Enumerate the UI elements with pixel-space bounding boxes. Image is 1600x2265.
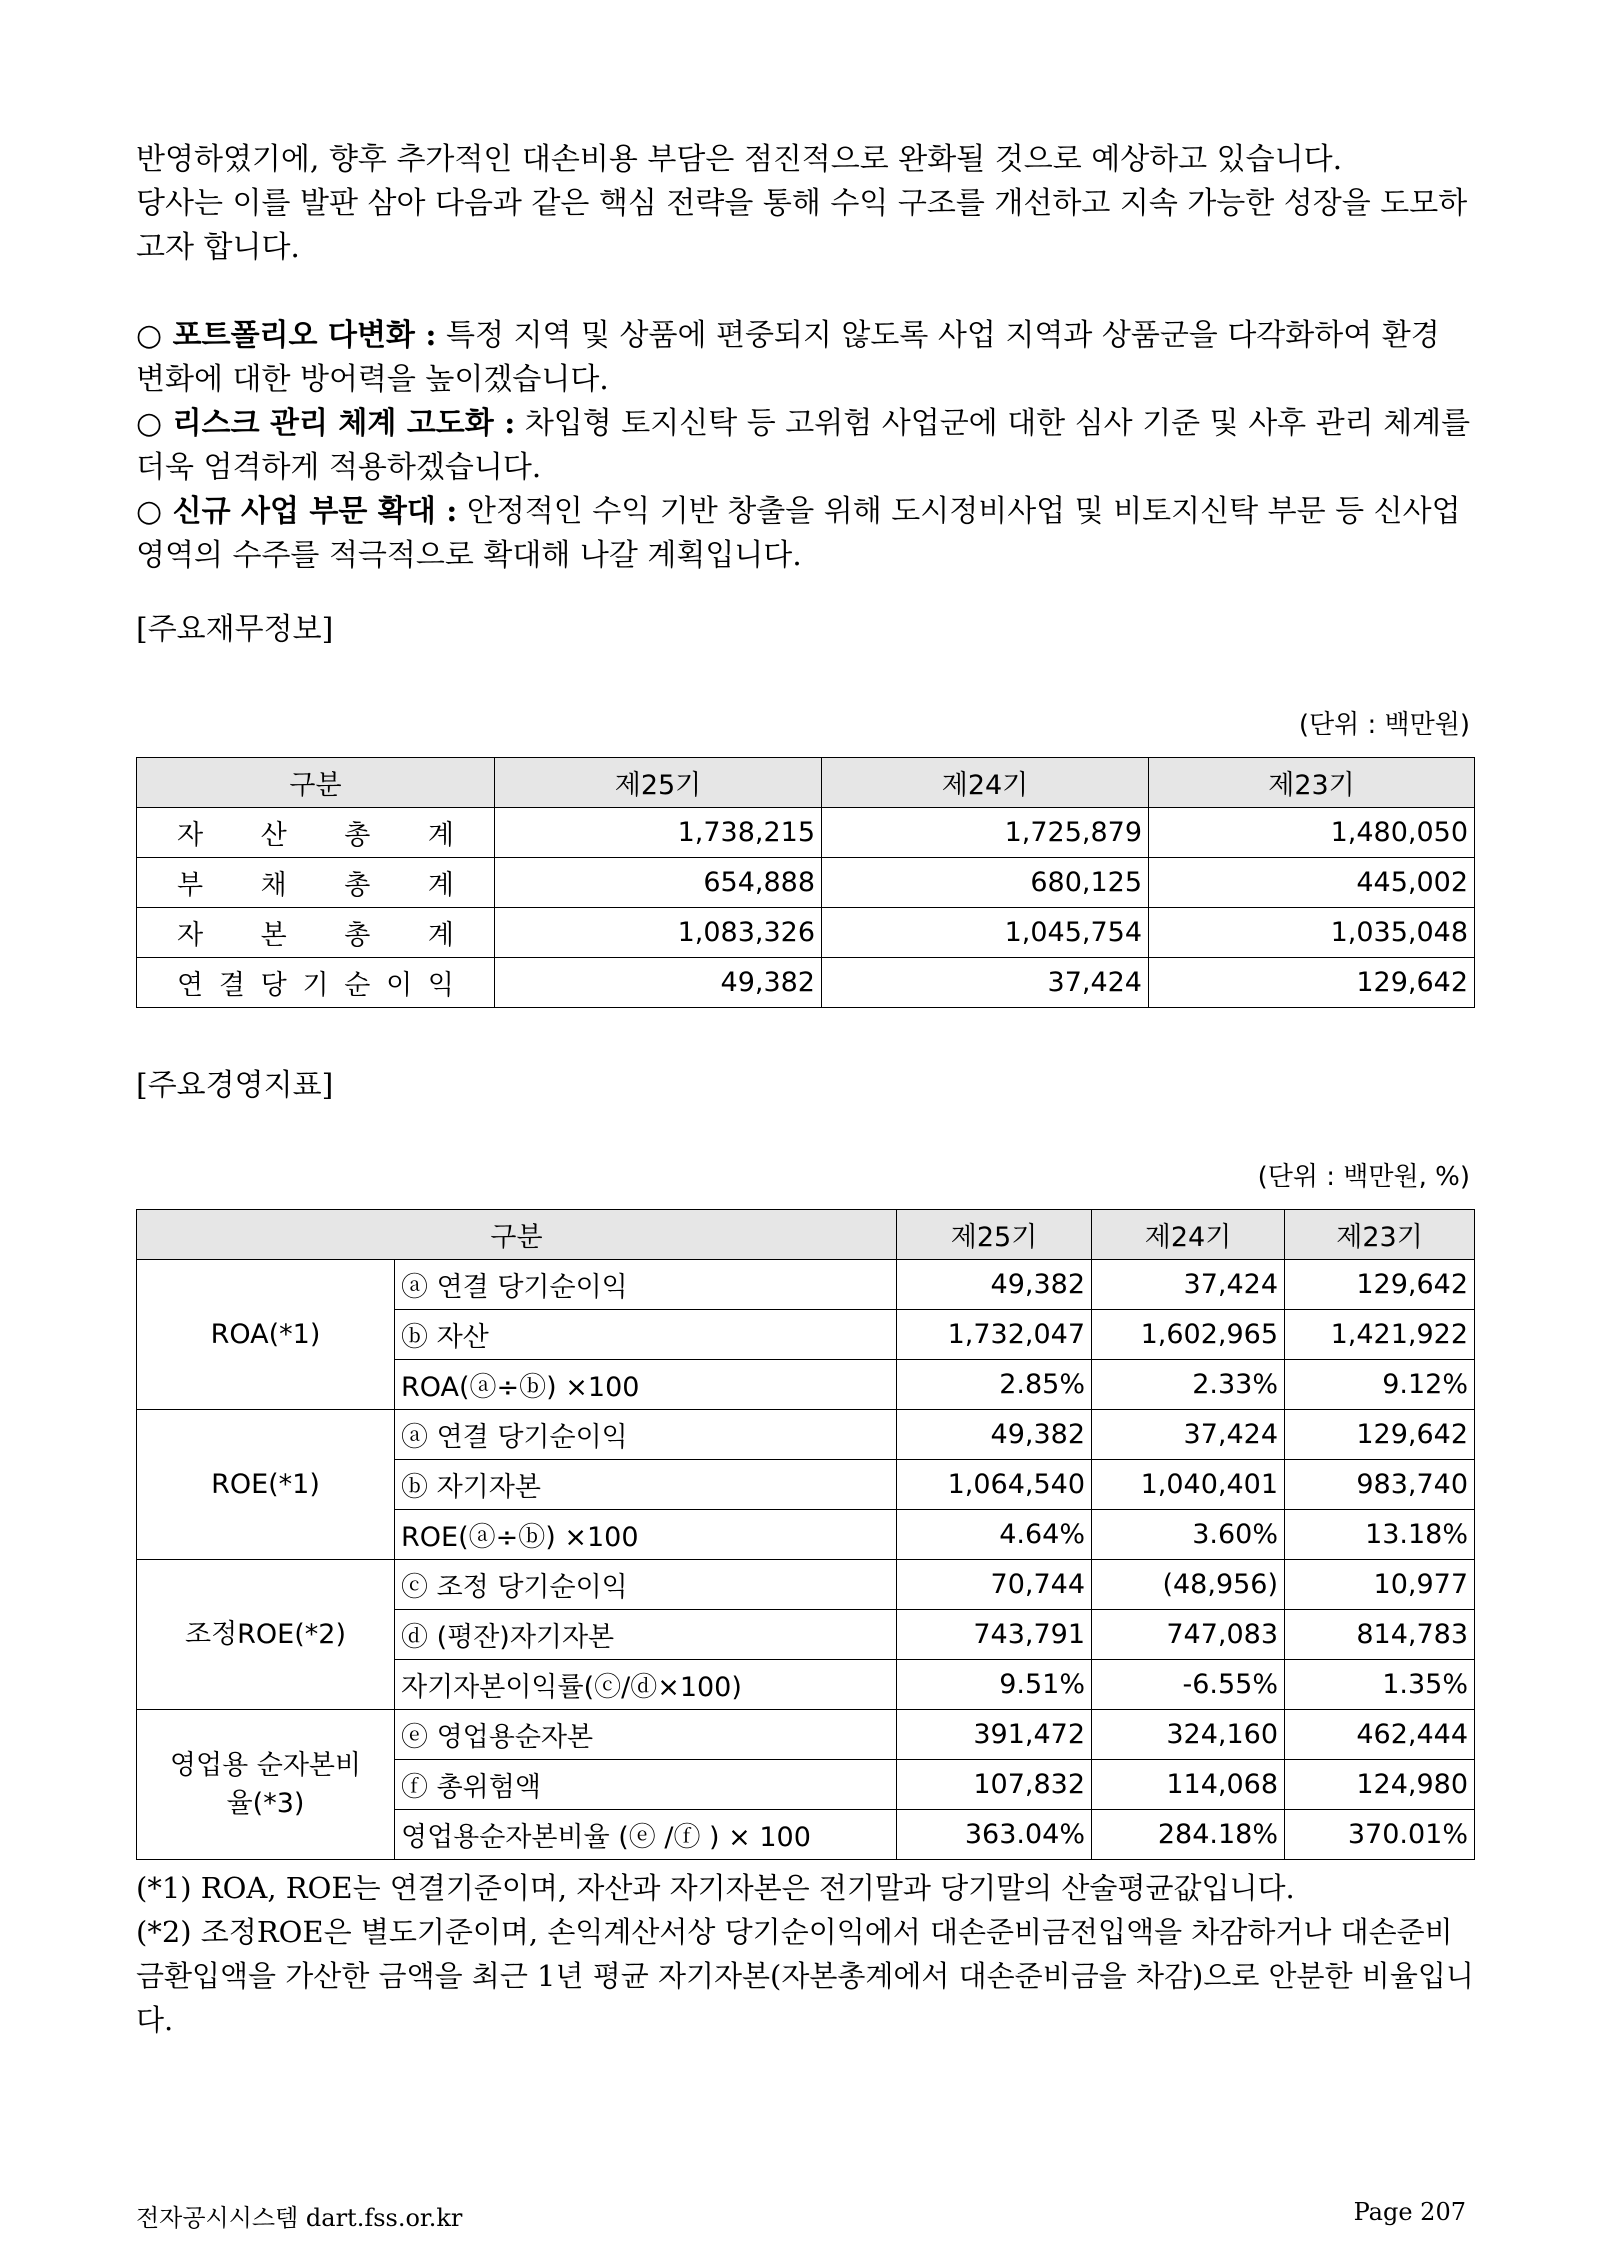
row-label-char: 총: [344, 870, 371, 901]
financial-table-header: [137, 758, 1475, 808]
footer-site: 전자공시시스템 dart.fss.or.kr: [136, 2204, 463, 2232]
strategy-title: ○ 리스크 관리 체계 고도화 :: [136, 406, 516, 441]
financial-unit-label: (단위 : 백만원): [1298, 710, 1470, 740]
row-label-text: [143, 813, 488, 852]
column-header: 제24기: [822, 758, 1149, 808]
value-cell: 1,045,754: [822, 908, 1149, 958]
row-label: [137, 958, 495, 1008]
value-cell: 680,125: [822, 858, 1149, 908]
table-row: [137, 958, 1475, 1008]
row-label-char: 순: [344, 970, 371, 1001]
group-label: 조정ROE(*2): [137, 1560, 395, 1710]
value-cell: 462,444: [1285, 1710, 1475, 1760]
strategy-text: 특정 지역 및 상품에 편중되지 않도록 사업 지역과 상품군을 다각화하여 환경 변화에 대한 방어력을 높이겠습니다.: [136, 318, 1440, 397]
value-cell: 1,602,965: [1092, 1310, 1285, 1360]
table-row: [137, 858, 1475, 908]
value-cell: 114,068: [1092, 1760, 1285, 1810]
value-cell: 1,064,540: [897, 1460, 1092, 1510]
value-cell: 2.33%: [1092, 1360, 1285, 1410]
value-cell: 2.85%: [897, 1360, 1092, 1410]
column-header: 제23기: [1285, 1210, 1475, 1260]
strategy-item: [136, 402, 1476, 490]
row-label-text: [143, 913, 488, 952]
row-label: ⓐ 연결 당기순이익: [395, 1260, 897, 1310]
row-label-char: 계: [427, 820, 454, 851]
row-label-text: [143, 963, 488, 1002]
value-cell: 654,888: [495, 858, 822, 908]
row-label: [137, 908, 495, 958]
table-row: [137, 1260, 1475, 1310]
row-label: ⓒ 조정 당기순이익: [395, 1560, 897, 1610]
indicators-table: [136, 1209, 1475, 1860]
footer-page-number: Page 207: [1353, 2198, 1466, 2226]
value-cell: 49,382: [495, 958, 822, 1008]
value-cell: (48,956): [1092, 1560, 1285, 1610]
row-label-char: 부: [177, 870, 204, 901]
value-cell: 9.51%: [897, 1660, 1092, 1710]
group-label: ROE(*1): [137, 1410, 395, 1560]
row-label-char: 총: [344, 820, 371, 851]
row-label-text: [143, 863, 488, 902]
value-cell: 1,035,048: [1149, 908, 1475, 958]
row-label-char: 자: [177, 920, 204, 951]
value-cell: 10,977: [1285, 1560, 1475, 1610]
row-label: 영업용순자본비율 (ⓔ /ⓕ ) × 100: [395, 1810, 897, 1860]
row-label: ⓔ 영업용순자본: [395, 1710, 897, 1760]
row-label: ⓓ (평잔)자기자본: [395, 1610, 897, 1660]
strategy-title: ○ 포트폴리오 다변화 :: [136, 318, 437, 353]
row-label: ⓕ 총위험액: [395, 1760, 897, 1810]
value-cell: -6.55%: [1092, 1660, 1285, 1710]
row-label: ⓑ 자기자본: [395, 1460, 897, 1510]
value-cell: 13.18%: [1285, 1510, 1475, 1560]
value-cell: 1,480,050: [1149, 808, 1475, 858]
value-cell: 1,732,047: [897, 1310, 1092, 1360]
value-cell: 4.64%: [897, 1510, 1092, 1560]
table-row: [137, 908, 1475, 958]
column-header: 제25기: [495, 758, 822, 808]
indicators-table-header: [137, 1210, 1475, 1260]
value-cell: 1,738,215: [495, 808, 822, 858]
value-cell: 129,642: [1285, 1410, 1475, 1460]
value-cell: 49,382: [897, 1410, 1092, 1460]
value-cell: 1,083,326: [495, 908, 822, 958]
table-row: [137, 808, 1475, 858]
strategy-list: [136, 314, 1476, 578]
row-label-char: 이: [386, 970, 413, 1001]
strategy-text: 차입형 토지신탁 등 고위험 사업군에 대한 심사 기준 및 사후 관리 체계를 더욱 엄격하게 적용하겠습니다.: [136, 406, 1471, 485]
row-label-char: 당: [260, 970, 287, 1001]
indicators-section-title: [주요경영지표]: [136, 1068, 334, 1103]
value-cell: 983,740: [1285, 1460, 1475, 1510]
column-header: 제24기: [1092, 1210, 1285, 1260]
value-cell: 9.12%: [1285, 1360, 1475, 1410]
document-page: [136, 138, 1476, 2042]
value-cell: 107,832: [897, 1760, 1092, 1810]
column-header: 제25기: [897, 1210, 1092, 1260]
row-label-char: 자: [177, 820, 204, 851]
value-cell: 129,642: [1149, 958, 1475, 1008]
column-header: 구분: [137, 758, 495, 808]
table-row: [137, 1410, 1475, 1460]
intro-paragraph-2: 당사는 이를 발판 삼아 다음과 같은 핵심 전략을 통해 수익 구조를 개선하고 지속 가능한 성장을 도모하고자 합니다.: [136, 186, 1468, 265]
intro-paragraph-1: 반영하였기에, 향후 추가적인 대손비용 부담은 점진적으로 완화될 것으로 예상하고 있습니다.: [136, 142, 1343, 177]
strategy-text: 안정적인 수익 기반 창출을 위해 도시정비사업 및 비토지신탁 부문 등 신사업 영역의 수주를 적극적으로 확대해 나갈 계획입니다.: [136, 494, 1461, 573]
value-cell: 284.18%: [1092, 1810, 1285, 1860]
row-label-char: 익: [427, 970, 454, 1001]
row-label-char: 총: [344, 920, 371, 951]
row-label-char: 본: [260, 920, 287, 951]
value-cell: 324,160: [1092, 1710, 1285, 1760]
value-cell: 445,002: [1149, 858, 1475, 908]
value-cell: 70,744: [897, 1560, 1092, 1610]
row-label: [137, 858, 495, 908]
group-label: ROA(*1): [137, 1260, 395, 1410]
row-label-char: 산: [260, 820, 287, 851]
value-cell: 743,791: [897, 1610, 1092, 1660]
footnote: (*2) 조정ROE은 별도기준이며, 손익계산서상 당기순이익에서 대손준비금전입액을 차감하거나 대손준비금환입액을 가산한 금액을 최근 1년 평균 자기자본(자본총계에서 대손준비금을 차감)으로 안분한 비율입니다.: [136, 1915, 1474, 2037]
footnote: (*1) ROA, ROE는 연결기준이며, 자산과 자기자본은 전기말과 당기말의 산술평균값입니다.: [136, 1871, 1295, 1905]
value-cell: 1,725,879: [822, 808, 1149, 858]
row-label-char: 계: [427, 920, 454, 951]
value-cell: 1,421,922: [1285, 1310, 1475, 1360]
indicators-unit-label: (단위 : 백만원, %): [1257, 1162, 1470, 1192]
strategy-item: [136, 490, 1476, 578]
row-label: ROA(ⓐ÷ⓑ) ×100: [395, 1360, 897, 1410]
value-cell: 363.04%: [897, 1810, 1092, 1860]
strategy-item: [136, 314, 1476, 402]
row-label: ⓐ 연결 당기순이익: [395, 1410, 897, 1460]
value-cell: 37,424: [1092, 1260, 1285, 1310]
page-footer: [136, 2198, 1466, 2233]
value-cell: 3.60%: [1092, 1510, 1285, 1560]
value-cell: 391,472: [897, 1710, 1092, 1760]
value-cell: 129,642: [1285, 1260, 1475, 1310]
row-label: [137, 808, 495, 858]
row-label-char: 연: [177, 970, 204, 1001]
group-label: 영업용 순자본비율(*3): [137, 1710, 395, 1860]
strategy-title: ○ 신규 사업 부문 확대 :: [136, 494, 458, 529]
value-cell: 49,382: [897, 1260, 1092, 1310]
value-cell: 37,424: [822, 958, 1149, 1008]
row-label-char: 결: [218, 970, 245, 1001]
footnotes: [136, 1866, 1476, 2042]
row-label: 자기자본이익률(ⓒ/ⓓ×100): [395, 1660, 897, 1710]
table-row: [137, 1710, 1475, 1760]
value-cell: 124,980: [1285, 1760, 1475, 1810]
value-cell: 1,040,401: [1092, 1460, 1285, 1510]
row-label-char: 채: [260, 870, 287, 901]
column-header: 구분: [137, 1210, 897, 1260]
value-cell: 1.35%: [1285, 1660, 1475, 1710]
value-cell: 814,783: [1285, 1610, 1475, 1660]
value-cell: 747,083: [1092, 1610, 1285, 1660]
row-label-char: 기: [302, 970, 329, 1001]
financial-section-title: [주요재무정보]: [136, 612, 334, 647]
column-header: 제23기: [1149, 758, 1475, 808]
value-cell: 37,424: [1092, 1410, 1285, 1460]
row-label: ⓑ 자산: [395, 1310, 897, 1360]
row-label-char: 계: [427, 870, 454, 901]
value-cell: 370.01%: [1285, 1810, 1475, 1860]
table-row: [137, 1560, 1475, 1610]
row-label: ROE(ⓐ÷ⓑ) ×100: [395, 1510, 897, 1560]
financial-table: [136, 757, 1475, 1008]
